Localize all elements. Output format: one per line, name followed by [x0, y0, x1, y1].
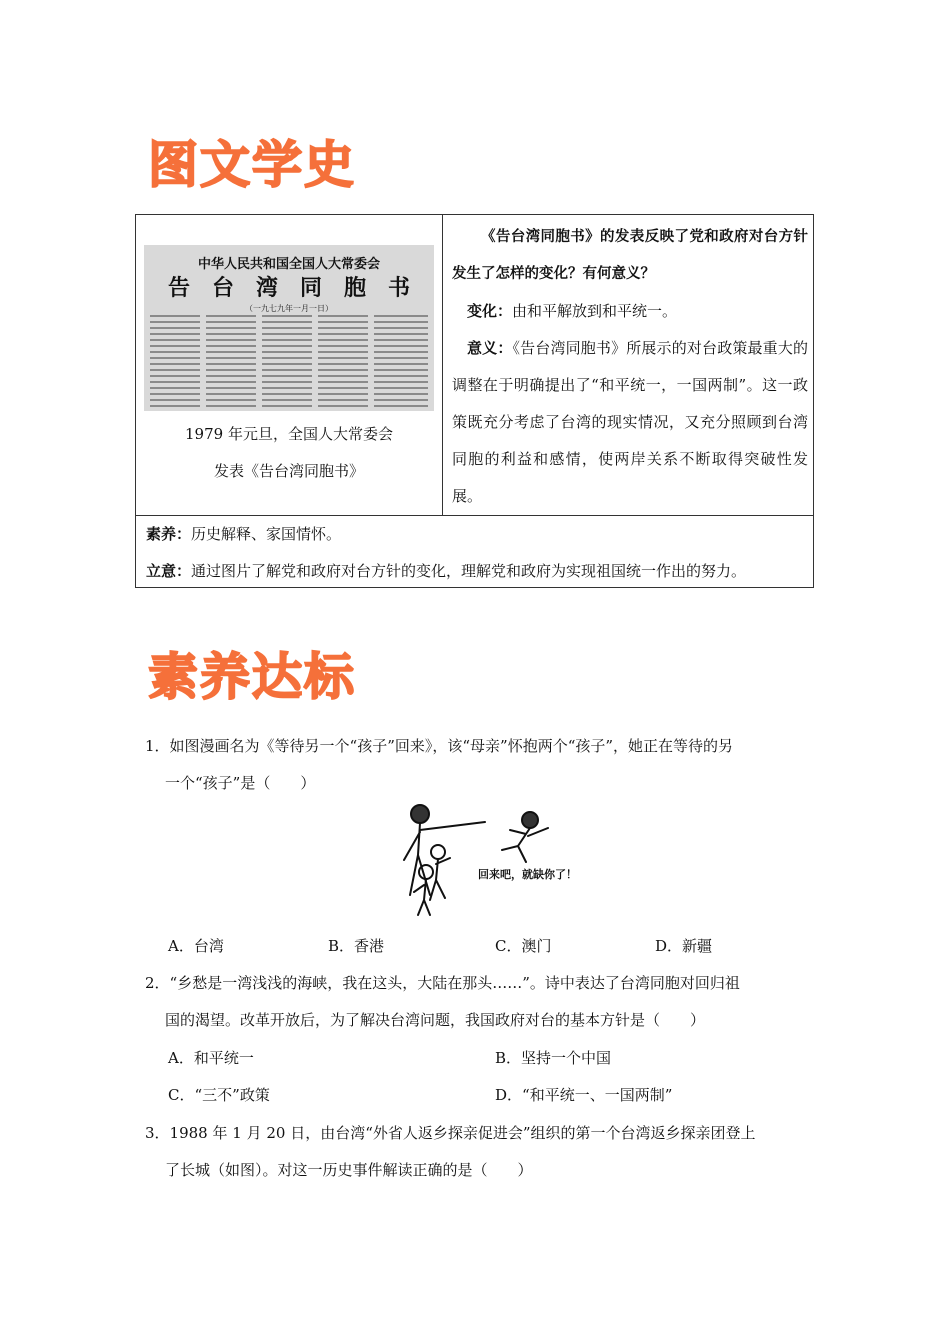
question-3-line1: 3．1988 年 1 月 20 日，由台湾“外省人返乡探亲促进会”组织的第一个台湾返乡探亲团登上 [145, 1124, 756, 1142]
image-caption-line1: 1979 年元旦，全国人大常委会 [185, 425, 393, 443]
question-1-line2: 一个“孩子”是（ ） [165, 774, 316, 792]
newspaper-date: （一九七九年一月一日） [245, 304, 333, 313]
section-banner-history: 图文学史 [148, 136, 356, 194]
question-1-option-d[interactable]: D．新疆 [655, 937, 713, 955]
literacy-label: 素养： [146, 525, 192, 543]
image-caption-line2: 发表《告台湾同胞书》 [213, 462, 364, 480]
panel-question: 《告台湾同胞书》的发表反映了党和政府对台方针发生了怎样的变化？有何意义？ [452, 229, 808, 282]
newspaper-column [150, 315, 200, 407]
panel-meaning [452, 330, 808, 515]
question-2-option-c[interactable]: C．“三不”政策 [168, 1086, 270, 1104]
question-2-line1: 2．“乡愁是一湾浅浅的海峡，我在这头，大陆在那头……”。诗中表达了台湾同胞对回归祖 [145, 974, 740, 992]
section-banner-practice: 素养达标 [148, 648, 356, 706]
newspaper-column [262, 315, 312, 407]
question-2-line2: 国的渴望。改革开放后，为了解决台湾问题，我国政府对台的基本方针是（ ） [165, 1011, 706, 1029]
intent-row [146, 560, 746, 581]
question-1-option-a[interactable]: A．台湾 [168, 937, 224, 955]
cartoon-caption: 回来吧，就缺你了！ [478, 868, 577, 881]
panel-change [452, 293, 808, 330]
question-1-line1: 1．如图漫画名为《等待另一个“孩子”回来》，该“母亲”怀抱两个“孩子”，她正在等待的另 [145, 737, 734, 755]
newspaper-column [318, 315, 368, 407]
question-3-line2: 了长城（如图）。对这一历史事件解读正确的是（ ） [165, 1161, 533, 1179]
question-2-option-a[interactable]: A．和平统一 [168, 1049, 254, 1067]
newspaper-header: 中华人民共和国全国人大常委会 [197, 257, 380, 272]
question-1-option-c[interactable]: C．澳门 [495, 937, 552, 955]
divider-vertical [442, 215, 443, 515]
divider-horizontal [136, 515, 813, 516]
newspaper-column [374, 315, 428, 407]
literacy-text: 历史解释、家国情怀。 [191, 525, 342, 543]
study-panel [135, 214, 814, 588]
question-2-option-b[interactable]: B．坚持一个中国 [495, 1049, 612, 1067]
newspaper-image [144, 245, 434, 411]
newspaper-title: 告台湾同胞书 [167, 276, 432, 301]
change-text: 由和平解放到和平统一。 [512, 302, 678, 320]
question-1-option-b[interactable]: B．香港 [328, 937, 385, 955]
meaning-label: 意义： [467, 339, 513, 357]
question-2-option-d[interactable]: D．“和平统一、一国两制” [495, 1086, 673, 1104]
intent-text: 通过图片了解党和政府对台方针的变化，理解党和政府为实现祖国统一作出的努力。 [191, 562, 747, 580]
cartoon-image [390, 800, 590, 920]
intent-label: 立意： [146, 562, 192, 580]
change-label: 变化： [467, 302, 513, 320]
literacy-row [146, 523, 341, 544]
meaning-text: 《告台湾同胞书》所展示的对台政策最重大的调整在于明确提出了“和平统一，一国两制”。这一政策既充分考虑了台湾的现实情况，又充分照顾到台湾同胞的利益和感情，使两岸关系不断取得突破性发展。 [452, 339, 808, 505]
newspaper-column [206, 315, 256, 407]
